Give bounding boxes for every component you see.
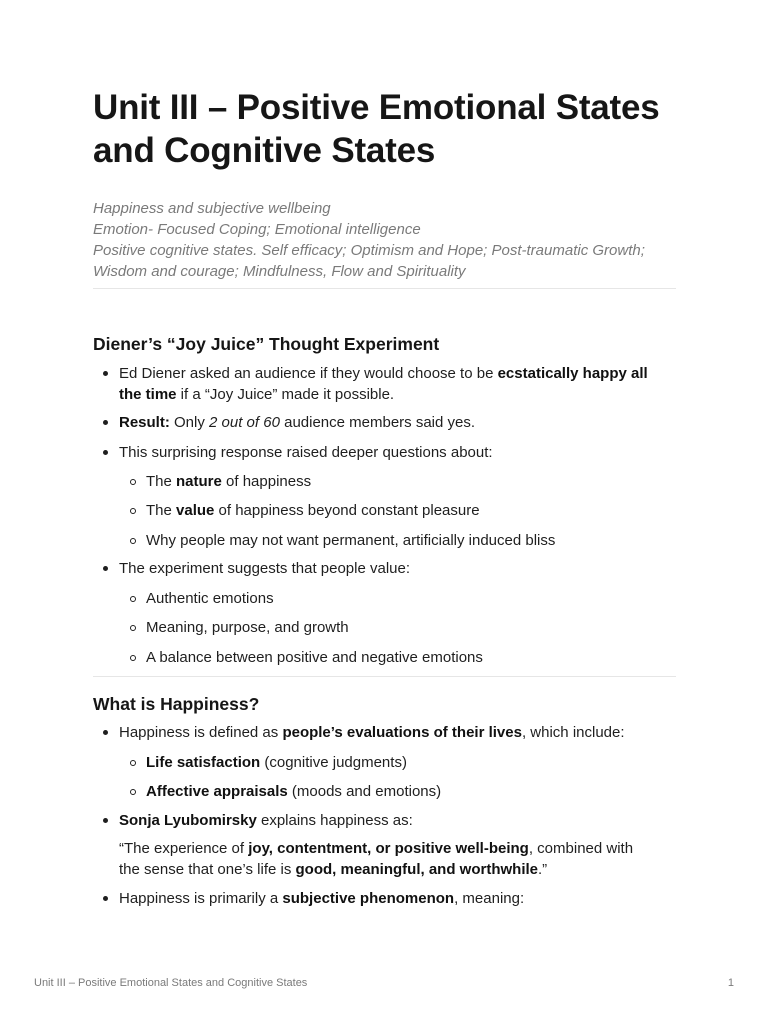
quote-line: [119, 859, 547, 880]
bullet-text: [119, 810, 413, 831]
text-run: audience members said yes.: [279, 414, 476, 431]
bullet-text-continued: [119, 384, 394, 405]
sub-bullet-text: [146, 530, 555, 551]
text-run: Happiness is primarily a: [119, 890, 283, 907]
subtitle-line: Emotion- Focused Coping; Emotional intelligence: [93, 221, 421, 238]
subtitle-line: Positive cognitive states. Self efficacy; Optimism and Hope; Post-traumatic Growth;: [93, 242, 645, 259]
sub-bullet-circle: [130, 760, 136, 766]
bullet-text: This surprising response raised deeper questions about:: [119, 444, 493, 461]
text-run: , combined with: [528, 840, 634, 857]
sub-bullet-circle: [130, 508, 136, 514]
bold-run: nature: [176, 473, 222, 490]
sub-bullet-circle: [130, 538, 136, 544]
bullet-dot: [103, 566, 108, 571]
bold-run: people’s evaluations of their lives: [282, 724, 522, 741]
text-run: of happiness: [221, 473, 312, 490]
footer-document-title: Unit III – Positive Emotional States and Cognitive States: [34, 977, 308, 989]
text-run: Only: [169, 414, 210, 431]
section-heading-what-is-happiness: What is Happiness?: [93, 694, 260, 714]
bullet-text: [119, 363, 648, 384]
divider: [93, 288, 676, 289]
sub-bullet-text: Meaning, purpose, and growth: [146, 619, 349, 636]
bullet-dot: [103, 371, 108, 376]
text-run: if a “Joy Juice” made it possible.: [176, 386, 395, 403]
bullet-dot: [103, 896, 108, 901]
bullet-dot: [103, 730, 108, 735]
text-run: (moods and emotions): [287, 783, 442, 800]
text-run: the sense that one’s life is: [119, 861, 296, 878]
quote-line: [119, 838, 633, 859]
sub-bullet-text: [146, 471, 311, 492]
text-run: , which include:: [521, 724, 625, 741]
bold-run: subjective phenomenon: [282, 890, 455, 907]
sub-bullet-circle: [130, 479, 136, 485]
bold-run: ecstatically happy all: [497, 365, 648, 382]
bold-run: good, meaningful, and worthwhile: [295, 861, 538, 878]
text-run: , meaning:: [454, 890, 525, 907]
subtitle-line: Happiness and subjective wellbeing: [93, 200, 331, 217]
sub-bullet-text: [146, 752, 407, 773]
bullet-text: [119, 722, 625, 743]
text-run: Why people may not want permanent, artificially induced bliss: [146, 532, 556, 549]
sub-bullet-text: [146, 781, 441, 802]
bold-run: Sonja Lyubomirsky: [119, 812, 257, 829]
bold-run: Life satisfaction: [146, 754, 261, 771]
sub-bullet-circle: [130, 655, 136, 661]
subtitle-line: Wisdom and courage; Mindfulness, Flow and Spirituality: [93, 263, 466, 280]
page-title: Unit III – Positive Emotional States and Cognitive States: [93, 88, 660, 170]
sub-bullet-circle: [130, 789, 136, 795]
text-run: The: [146, 473, 177, 490]
bold-run: joy, contentment, or positive well-being: [248, 840, 529, 857]
footer-page-number: 1: [727, 977, 734, 989]
text-run: “The experience of: [119, 840, 249, 857]
text-run: (cognitive judgments): [260, 754, 407, 771]
bullet-dot: [103, 420, 108, 425]
section-heading-joy-juice: Diener’s “Joy Juice” Thought Experiment: [93, 334, 440, 354]
bullet-text: The experiment suggests that people value:: [119, 560, 411, 577]
text-run: Happiness is defined as: [119, 724, 283, 741]
bold-run: Affective appraisals: [146, 783, 288, 800]
divider: [93, 676, 676, 677]
bullet-dot: [103, 818, 108, 823]
bold-run: Result:: [119, 414, 170, 431]
bullet-dot: [103, 450, 108, 455]
bullet-text: [119, 412, 475, 433]
sub-bullet-circle: [130, 596, 136, 602]
sub-bullet-text: Authentic emotions: [146, 590, 274, 607]
text-run: Ed Diener asked an audience if they would choose to be: [119, 365, 498, 382]
bullet-text: [119, 888, 524, 909]
sub-bullet-circle: [130, 625, 136, 631]
sub-bullet-text: A balance between positive and negative emotions: [146, 649, 483, 666]
italic-run: 2 out of 60: [209, 414, 280, 431]
text-run: explains happiness as:: [256, 812, 413, 829]
text-run: of happiness beyond constant pleasure: [214, 502, 480, 519]
subtitle-block: [93, 198, 683, 282]
bold-run: value: [176, 502, 215, 519]
text-run: The: [146, 502, 177, 519]
bold-run: the time: [119, 386, 177, 403]
text-run: .”: [538, 861, 548, 878]
sub-bullet-text: [146, 500, 480, 521]
